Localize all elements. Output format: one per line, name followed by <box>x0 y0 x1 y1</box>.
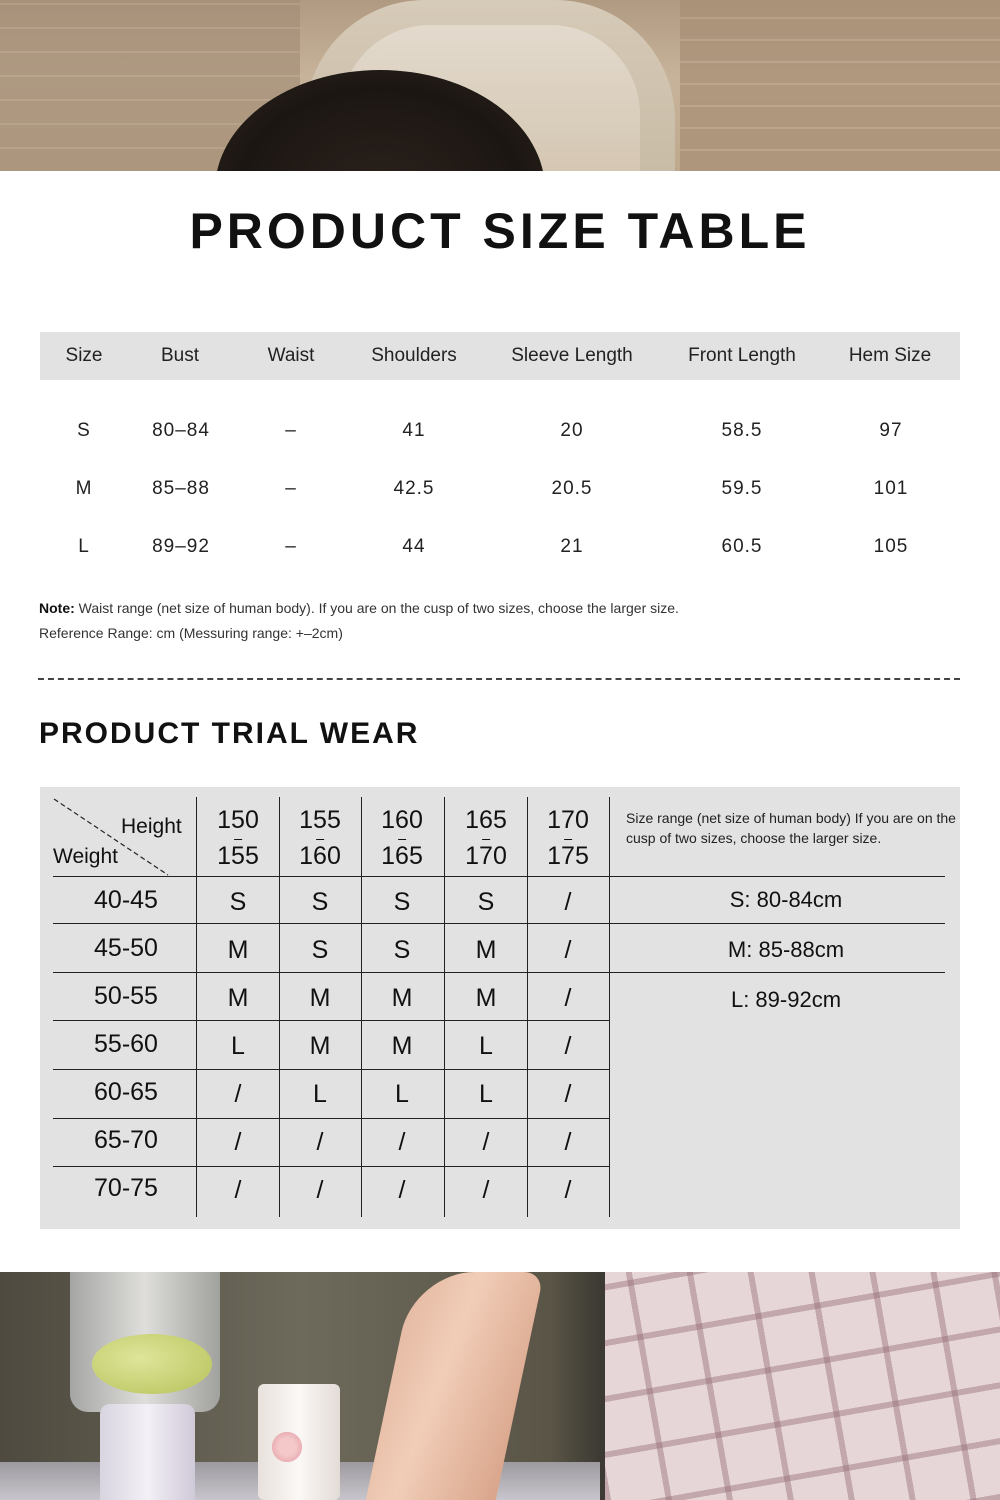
row-front-length: 60.5 <box>721 536 763 557</box>
size-cell: M <box>227 936 249 964</box>
row-sleeve: 21 <box>560 536 584 557</box>
height-to: 155 <box>217 838 259 874</box>
grid-hline <box>53 923 945 924</box>
header-hem-size: Hem Size <box>848 345 932 366</box>
grid-vline <box>196 797 197 1217</box>
size-cell: L <box>395 1080 409 1108</box>
size-cell: S <box>393 936 411 964</box>
grid-hline <box>53 876 945 877</box>
size-cell: L <box>231 1032 245 1060</box>
size-cell: L <box>479 1080 493 1108</box>
row-shoulders: 44 <box>402 536 426 557</box>
row-waist: – <box>285 478 297 499</box>
size-cell: / <box>564 936 572 964</box>
row-size: S <box>77 420 91 441</box>
grid-vline <box>279 797 280 1217</box>
height-to: 160 <box>299 838 341 874</box>
grid-vline <box>444 797 445 1217</box>
height-header <box>547 802 589 874</box>
size-cell: / <box>234 1176 242 1204</box>
height-to: 175 <box>547 838 589 874</box>
size-cell: / <box>564 1128 572 1156</box>
trial-wear-title: PRODUCT TRIAL WEAR <box>39 717 420 750</box>
size-cell: / <box>398 1128 406 1156</box>
size-cell: S <box>311 936 329 964</box>
size-cell: M <box>309 984 331 1012</box>
size-cell: L <box>313 1080 327 1108</box>
height-header <box>217 802 259 874</box>
size-cell: M <box>475 984 497 1012</box>
row-shoulders: 41 <box>402 420 426 441</box>
row-hem: 101 <box>873 478 909 499</box>
grid-hline <box>53 1118 610 1119</box>
row-front-length: 59.5 <box>721 478 763 499</box>
flower-pattern <box>272 1432 302 1462</box>
reference-range: Reference Range: cm (Messuring range: +–2cm) <box>39 625 343 641</box>
weight-label: 60-65 <box>94 1078 158 1106</box>
corner-height-label: Height <box>121 815 182 838</box>
row-shoulders: 42.5 <box>393 478 435 499</box>
size-cell: / <box>564 1032 572 1060</box>
size-cell: / <box>398 1176 406 1204</box>
header-size: Size <box>65 345 103 366</box>
size-cell: / <box>316 1176 324 1204</box>
height-to: 165 <box>381 838 423 874</box>
size-cell: / <box>564 1176 572 1204</box>
size-cell: / <box>316 1128 324 1156</box>
row-hem: 97 <box>879 420 903 441</box>
grid-hline <box>53 1166 610 1167</box>
size-cell: / <box>482 1176 490 1204</box>
plaid-skirt <box>605 1272 1000 1500</box>
range-l: L: 89-92cm <box>730 987 842 1012</box>
size-cell: M <box>309 1032 331 1060</box>
header-sleeve-length: Sleeve Length <box>511 345 633 366</box>
trial-description: Size range (net size of human body) If you are on the cusp of two sizes, choose the larger size. <box>626 810 956 846</box>
row-waist: – <box>285 420 297 441</box>
height-from: 160 <box>381 806 423 834</box>
size-cell: / <box>564 984 572 1012</box>
bottom-photo <box>0 1272 1000 1500</box>
row-sleeve: 20.5 <box>551 478 593 499</box>
weight-label: 65-70 <box>94 1126 158 1154</box>
height-header <box>465 802 507 874</box>
note-label: Note: <box>39 600 75 616</box>
size-cell: M <box>227 984 249 1012</box>
section-divider <box>38 678 960 680</box>
note-text: Waist range (net size of human body). If you are on the cusp of two sizes, choose the larger size. <box>78 600 679 616</box>
glass-stand <box>100 1404 195 1500</box>
height-from: 155 <box>299 806 341 834</box>
row-bust: 85–88 <box>152 478 210 499</box>
height-header <box>299 802 341 874</box>
corner-weight-label: Weight <box>53 845 118 868</box>
row-sleeve: 20 <box>560 420 584 441</box>
size-cell: M <box>391 984 413 1012</box>
size-table-header <box>40 332 960 380</box>
pears <box>92 1334 212 1394</box>
size-cell: M <box>475 936 497 964</box>
grid-hline <box>53 1020 610 1021</box>
grid-vline <box>361 797 362 1217</box>
size-cell: / <box>482 1128 490 1156</box>
brick-wall-right <box>680 0 1000 171</box>
row-size: M <box>75 478 93 499</box>
size-cell: / <box>564 1080 572 1108</box>
header-shoulders: Shoulders <box>371 345 457 366</box>
range-m: M: 85-88cm <box>727 937 845 962</box>
row-bust: 80–84 <box>152 420 210 441</box>
weight-label: 45-50 <box>94 934 158 962</box>
size-cell: M <box>391 1032 413 1060</box>
size-cell: / <box>234 1080 242 1108</box>
weight-label: 40-45 <box>94 886 158 914</box>
size-cell: S <box>229 888 247 916</box>
grid-hline <box>53 1069 610 1070</box>
weight-label: 55-60 <box>94 1030 158 1058</box>
range-s: S: 80-84cm <box>729 887 843 912</box>
row-bust: 89–92 <box>152 536 210 557</box>
size-cell: S <box>311 888 329 916</box>
size-note <box>39 596 679 646</box>
top-photo <box>0 0 1000 171</box>
grid-vline <box>527 797 528 1217</box>
size-cell: L <box>479 1032 493 1060</box>
header-front-length: Front Length <box>688 345 796 366</box>
grid-hline <box>53 972 945 973</box>
size-cell: S <box>477 888 495 916</box>
height-from: 165 <box>465 806 507 834</box>
height-from: 150 <box>217 806 259 834</box>
weight-label: 50-55 <box>94 982 158 1010</box>
header-bust: Bust <box>160 345 200 366</box>
row-waist: – <box>285 536 297 557</box>
weight-label: 70-75 <box>94 1174 158 1202</box>
row-front-length: 58.5 <box>721 420 763 441</box>
height-header <box>381 802 423 874</box>
size-cell: / <box>564 888 572 916</box>
size-cell: / <box>234 1128 242 1156</box>
height-to: 170 <box>465 838 507 874</box>
size-table-title: PRODUCT SIZE TABLE <box>189 203 811 259</box>
row-size: L <box>78 536 90 557</box>
height-from: 170 <box>547 806 589 834</box>
grid-vline <box>609 797 610 1217</box>
size-cell: S <box>393 888 411 916</box>
row-hem: 105 <box>873 536 909 557</box>
header-waist: Waist <box>267 345 315 366</box>
